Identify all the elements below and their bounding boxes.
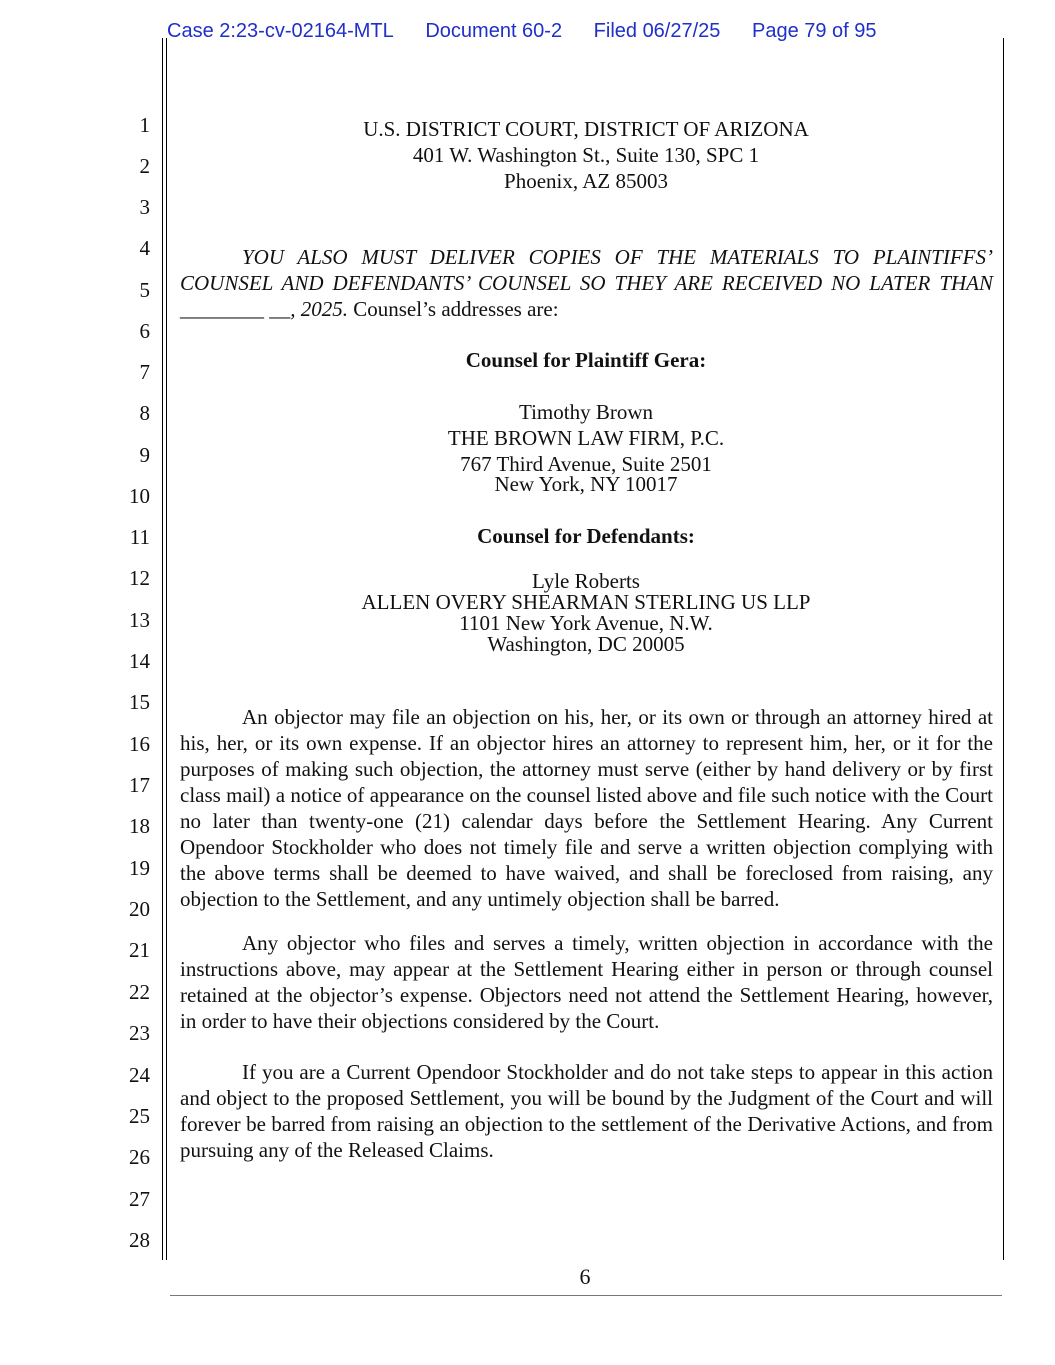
line-number: 21 <box>129 938 150 962</box>
line-number: 24 <box>129 1063 150 1087</box>
defendant-counsel-street: 1101 New York Avenue, N.W. <box>459 611 713 635</box>
plaintiff-counsel-block <box>180 399 992 477</box>
plaintiff-counsel-firm: THE BROWN LAW FIRM, P.C. <box>447 426 725 450</box>
line-number: 8 <box>139 401 150 425</box>
delivery-instruction <box>180 244 993 322</box>
defendant-counsel-heading: Counsel for Defendants: <box>477 524 695 548</box>
objector-filing-paragraph: An objector may file an objection on his, her, or its own or through an attorney hired at his, her, or its own expense. If an objector hires an attorney to represent him, her, or it for the purposes of making such objection, the attorney must serve (either by hand delivery or by first class mail) a notice of appearance on the counsel listed above and file such notice with the Court no later than twenty-one (21) calendar days before the Settlement Hearing. Any Current Opendoor Stockholder who does not timely file and serve a written objection complying with the above terms shall be deemed to have waived, and shall be foreclosed from raising, any objection to the Settlement, and any untimely objection shall be barred. <box>180 705 993 911</box>
line-number: 3 <box>139 195 150 219</box>
line-number: 5 <box>139 278 150 302</box>
page-number: 6 <box>579 1264 591 1289</box>
delivery-italic-text: YOU ALSO MUST DELIVER COPIES OF THE MATERIALS TO PLAINTIFFS’ COUNSEL AND DEFENDANTS’ COUNSEL SO THEY ARE RECEIVED NO LATER THAN ________ __, 2025. <box>180 245 993 321</box>
line-number: 6 <box>139 319 150 343</box>
line-number: 4 <box>139 236 150 260</box>
line-number: 27 <box>129 1187 150 1211</box>
court-city: Phoenix, AZ 85003 <box>504 169 668 193</box>
line-number: 18 <box>129 814 150 838</box>
page-count: Page 79 of 95 <box>751 20 877 42</box>
footer-rule <box>170 1295 1002 1296</box>
line-number: 13 <box>129 608 150 632</box>
plaintiff-counsel-name: Timothy Brown <box>518 400 653 424</box>
defendant-counsel-firm: ALLEN OVERY SHEARMAN STERLING US LLP <box>361 590 811 614</box>
defendant-counsel-city: Washington, DC 20005 <box>487 632 685 656</box>
line-number: 2 <box>139 154 150 178</box>
line-number: 23 <box>129 1021 150 1045</box>
left-margin-rule-outer <box>162 38 163 1260</box>
line-number: 1 <box>139 113 150 137</box>
court-street: 401 W. Washington St., Suite 130, SPC 1 <box>412 143 760 167</box>
defendant-counsel-block <box>180 571 992 655</box>
plaintiff-counsel-street: 767 Third Avenue, Suite 2501 <box>460 452 712 476</box>
plaintiff-counsel-city: New York, NY 10017 <box>494 472 678 496</box>
line-number: 7 <box>139 360 150 384</box>
line-number: 28 <box>129 1228 150 1252</box>
delivery-plain-text: Counsel’s addresses are: <box>348 297 559 321</box>
document-number: Document 60-2 <box>425 20 563 42</box>
line-number: 16 <box>129 732 150 756</box>
line-number: 20 <box>129 897 150 921</box>
line-number: 17 <box>129 773 150 797</box>
filed-date: Filed 06/27/25 <box>593 20 721 42</box>
court-address-block <box>180 116 992 194</box>
line-number: 12 <box>129 566 150 590</box>
line-number: 14 <box>129 649 150 673</box>
line-number: 15 <box>129 690 150 714</box>
case-number: Case 2:23-cv-02164-MTL <box>167 20 394 42</box>
ecf-filing-header <box>167 20 903 44</box>
court-name: U.S. DISTRICT COURT, DISTRICT OF ARIZONA <box>363 117 809 141</box>
line-number: 11 <box>129 525 150 549</box>
line-number: 26 <box>129 1145 150 1169</box>
line-number: 25 <box>129 1104 150 1128</box>
right-margin-rule <box>1003 38 1004 1260</box>
left-margin-rule-inner <box>166 38 167 1260</box>
line-number: 22 <box>129 980 150 1004</box>
line-number: 9 <box>139 443 150 467</box>
plaintiff-counsel-heading: Counsel for Plaintiff Gera: <box>465 348 707 372</box>
line-number: 19 <box>129 856 150 880</box>
objector-appearance-paragraph: Any objector who files and serves a timely, written objection in accordance with the instructions above, may appear at the Settlement Hearing either in person or through counsel retained at the objector’s expense. Objectors need not attend the Settlement Hearing, however, in order to have their objections considered by the Court. <box>180 931 993 1033</box>
defendant-counsel-name: Lyle Roberts <box>532 569 640 593</box>
line-number: 10 <box>129 484 150 508</box>
bound-by-judgment-paragraph: If you are a Current Opendoor Stockholder and do not take steps to appear in this action and object to the proposed Settlement, you will be bound by the Judgment of the Court and will forever be barred from raising an objection to the settlement of the Derivative Actions, and from pursuing any of the Released Claims. <box>180 1060 993 1162</box>
